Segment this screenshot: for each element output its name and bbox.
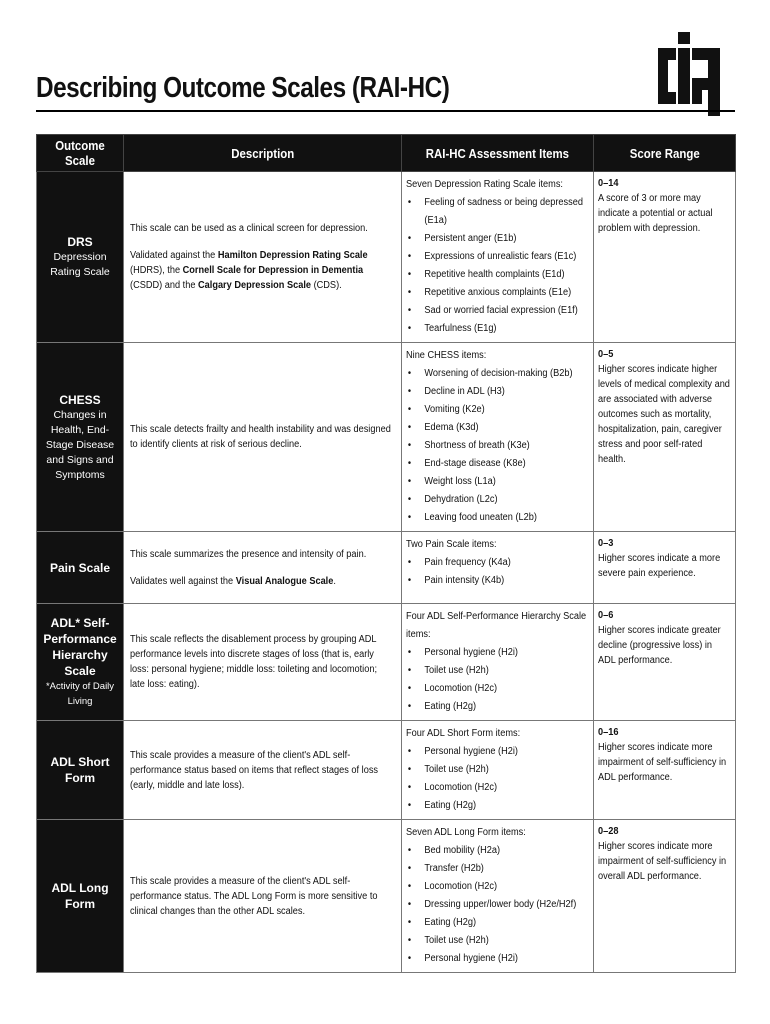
list-item: • Expressions of unrealistic fears (E1c): [406, 248, 588, 266]
description-text: This scale provides a measure of the client's ADL self-performance status based on items that reflect stages of loss (early, middle and late loss).: [130, 749, 379, 791]
table-row: [37, 172, 736, 343]
score-text: Higher scores indicate a more severe pain experience.: [598, 553, 721, 579]
page-title: Describing Outcome Scales (RAI-HC): [36, 72, 450, 104]
list-item: • Transfer (H2b): [406, 860, 588, 878]
table-row: [37, 604, 736, 721]
items-title: Nine CHESS items:: [406, 350, 487, 361]
list-item: • Toilet use (H2h): [406, 761, 588, 779]
scale-name: DRS: [67, 235, 93, 249]
scale-name: Pain Scale: [49, 560, 111, 575]
description-text: This scale provides a measure of the client's ADL self-performance status. The ADL Long Form is more sensitive to clinical changes than the other ADL scales.: [130, 875, 378, 917]
list-item: • Eating (H2g): [406, 797, 588, 815]
list-item: • Toilet use (H2h): [406, 932, 588, 950]
header-score-range: Score Range: [594, 135, 736, 172]
list-item: • Personal hygiene (H2i): [406, 644, 588, 662]
items-title: Two Pain Scale items:: [406, 539, 497, 550]
items-list: [406, 365, 588, 527]
list-item: • Tearfulness (E1g): [406, 320, 588, 338]
validation-text: Validated against the Hamilton Depression Rating Scale (HDRS), the Cornell Scale for Depression in Dementia (CSDD) and the Calgary Depression Scale (CDS).: [130, 250, 368, 291]
scale-cell: [37, 172, 124, 343]
items-cell: [402, 604, 594, 721]
table-row: [37, 721, 736, 820]
score-text: Higher scores indicate more impairment of self-sufficiency in overall ADL performance.: [598, 841, 727, 882]
list-item: • Feeling of sadness or being depressed (E1a): [406, 194, 588, 230]
items-cell: [402, 172, 594, 343]
list-item: • Sad or worried facial expression (E1f): [406, 302, 588, 320]
list-item: • Personal hygiene (H2i): [406, 743, 588, 761]
score-text: Higher scores indicate greater decline (progressive loss) in ADL performance.: [598, 625, 721, 666]
list-item: • Persistent anger (E1b): [406, 230, 588, 248]
score-cell: [594, 343, 736, 532]
list-item: • Dehydration (L2c): [406, 491, 588, 509]
description-cell: [124, 721, 402, 820]
score-range: 0–5: [598, 349, 614, 360]
items-title: Seven Depression Rating Scale items:: [406, 179, 563, 190]
list-item: • Repetitive anxious complaints (E1e): [406, 284, 588, 302]
items-list: [406, 842, 588, 968]
list-item: • Personal hygiene (H2i): [406, 950, 588, 968]
score-range: 0–14: [598, 178, 619, 189]
items-title: Four ADL Self-Performance Hierarchy Scale items:: [406, 611, 587, 640]
scale-name: ADL Long Form: [51, 881, 109, 911]
scale-cell: [37, 820, 124, 973]
description-text: This scale can be used as a clinical screen for depression.: [130, 223, 368, 234]
list-item: • Pain frequency (K4a): [406, 554, 588, 572]
list-item: • Vomiting (K2e): [406, 401, 588, 419]
scale-cell: [37, 604, 124, 721]
outcome-scales-table: [36, 134, 736, 973]
list-item: • Locomotion (H2c): [406, 779, 588, 797]
scale-subtitle: *Activity of Daily Living: [45, 681, 115, 707]
items-cell: [402, 820, 594, 973]
list-item: • Eating (H2g): [406, 914, 588, 932]
list-item: • Bed mobility (H2a): [406, 842, 588, 860]
scale-cell: [37, 721, 124, 820]
score-cell: [594, 721, 736, 820]
score-range: 0–6: [598, 610, 614, 621]
list-item: • Worsening of decision-making (B2b): [406, 365, 588, 383]
table-row: [37, 532, 736, 604]
scale-cell: [37, 343, 124, 532]
items-list: [406, 644, 588, 716]
description-text: This scale detects frailty and health instability and was designed to identify clients at risk of serious decline.: [130, 424, 391, 450]
table-row: [37, 820, 736, 973]
table-row: [37, 343, 736, 532]
items-cell: [402, 532, 594, 604]
validation-text: Validates well against the Visual Analogue Scale.: [130, 575, 336, 587]
list-item: • Leaving food uneaten (L2b): [406, 509, 588, 527]
description-cell: [124, 820, 402, 973]
score-cell: [594, 172, 736, 343]
score-text: Higher scores indicate more impairment of self-sufficiency in ADL performance.: [598, 742, 727, 783]
items-list: [406, 743, 588, 815]
description-cell: [124, 343, 402, 532]
description-cell: [124, 172, 402, 343]
items-title: Seven ADL Long Form items:: [406, 827, 526, 838]
scale-subtitle: Depression Rating Scale: [50, 251, 110, 278]
items-title: Four ADL Short Form items:: [406, 728, 521, 739]
header-outcome-scale: Outcome Scale: [37, 135, 124, 172]
list-item: • Toilet use (H2h): [406, 662, 588, 680]
score-range: 0–16: [598, 727, 619, 738]
description-text: This scale summarizes the presence and intensity of pain.: [130, 548, 367, 560]
header-description: Description: [124, 135, 402, 172]
list-item: • Locomotion (H2c): [406, 878, 588, 896]
header-assessment-items: RAI-HC Assessment Items: [402, 135, 594, 172]
score-range: 0–28: [598, 826, 619, 837]
description-cell: [124, 604, 402, 721]
list-item: • Eating (H2g): [406, 698, 588, 716]
list-item: • Shortness of breath (K3e): [406, 437, 588, 455]
list-item: • Locomotion (H2c): [406, 680, 588, 698]
list-item: • Decline in ADL (H3): [406, 383, 588, 401]
list-item: • Edema (K3d): [406, 419, 588, 437]
items-cell: [402, 721, 594, 820]
items-cell: [402, 343, 594, 532]
list-item: • Dressing upper/lower body (H2e/H2f): [406, 896, 588, 914]
scale-name: ADL Short Form: [50, 755, 110, 785]
list-item: • Pain intensity (K4b): [406, 572, 588, 590]
title-rule: [36, 110, 735, 112]
description-cell: [124, 532, 402, 604]
description-text: This scale reflects the disablement process by grouping ADL performance levels into discrete stages of loss (that is, early loss: personal hygiene; middle loss: toileting and locomotion; late loss: eating).: [130, 634, 378, 690]
scale-subtitle: Changes in Health, End-Stage Disease and Signs and Symptoms: [45, 408, 115, 481]
list-item: • Weight loss (L1a): [406, 473, 588, 491]
scale-cell: [37, 532, 124, 604]
score-range: 0–3: [598, 538, 614, 549]
scale-name: CHESS: [59, 392, 101, 407]
list-item: • Repetitive health complaints (E1d): [406, 266, 588, 284]
table-header-row: [37, 135, 736, 172]
score-text: A score of 3 or more may indicate a potential or actual problem with depression.: [598, 193, 713, 234]
scale-name: ADL* Self-Performance Hierarchy Scale: [43, 616, 117, 678]
score-cell: [594, 820, 736, 973]
score-text: Higher scores indicate higher levels of medical complexity and are associated with adverse outcomes such as mortality, hospitalization, pain, caregiver stress and poor self-rated health.: [598, 364, 730, 465]
list-item: • End-stage disease (K8e): [406, 455, 588, 473]
items-list: [406, 194, 588, 338]
cia-logo-icon: [654, 28, 724, 120]
score-cell: [594, 532, 736, 604]
score-cell: [594, 604, 736, 721]
items-list: [406, 554, 588, 590]
